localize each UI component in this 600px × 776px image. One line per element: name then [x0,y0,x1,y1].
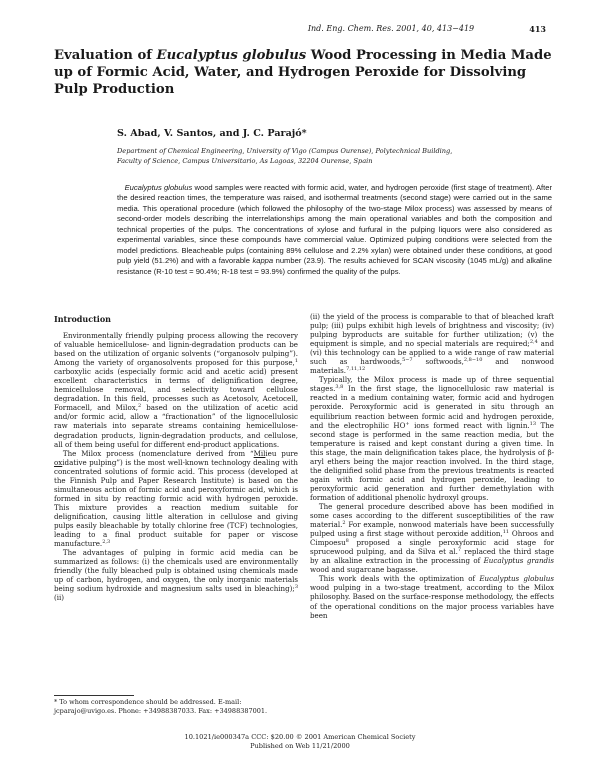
paragraph: This work deals with the optimization of Eucalyptus globulus wood pulping in a two-stage treatment, according to the Milox philosophy. Based on the surface-response methodology, the effects of the operational conditions on the major process variables have been [310,574,555,620]
body-column-left [54,331,298,602]
author-list: S. Abad, V. Santos, and J. C. Parajó* [117,128,307,139]
publication-date: Published on Web 11/21/2000 [250,742,350,750]
page-number: 413 [529,24,546,34]
body-column-right [310,312,554,620]
paragraph: The general procedure described above has been modified in some cases according to the different susceptibilities of the raw material.$^2$ For example, nonwood materials have been successfully pulped using a first stage without peroxide addition,$^{11}$ Ohroos and Cimpoesu$^8$ proposed a single peroxyformic acid stage for sprucewood pulping, and da Silva et al.$^7$ replaced the third stage by an alkaline extraction in the processing of Eucalyptus grandis wood and sugarcane bagasse. [310,501,555,575]
paragraph: Typically, the Milox process is made up of three sequential stages.$^{3,8}$ In the first stage, the lignocellulosic raw material is reacted in a medium containing water, formic acid and hydrogen peroxide. Peroxyformic acid is generated in situ through an equilibrium reaction between formic acid and hydrogen peroxide, and the electrophilic HO+ ions formed react with lignin.$^{13}$ The second stage is performed in the same reaction media, but the temperature is raised and kept constant during a given time. In this stage, the main delignification takes place, the hydrolysis of β-aryl ethers being the major reaction involved. In the third stage, the delignified solid phase from the previous treatments is reacted again with formic acid and hydrogen peroxide, leading to peroxyformic acid generation and further demethylation with formation of additional phenolic hydroxyl groups. [310,375,554,502]
paragraph-continued-marker: (ii) [54,593,65,603]
paragraph: The Milox process (nomenclature derived from “Milieu pure oxidative pulping”) is the most well-known technology dealing with concentrated solutions of formic acid. This process (developed at the Finnish Pulp and Paper Research Institute) is based on the simultaneous action of formic acid and peroxyformic acid, which is formed in situ by reacting formic acid with hydrogen peroxide. This mixture provides a reaction medium suitable for delignification, causing little alteration in cellulose and giving pulps easily bleachable by totally chlorine free (TCF) technologies, leading to a final product suitable for paper or viscose manufacture.$^{2,3}$ [54,448,298,549]
doi-copyright-line: 10.1021/ie000347a CCC: $20.00 © 2001 American Chemical Society [184,733,416,741]
running-header: Ind. Eng. Chem. Res. 2001, 40, 413−419 [307,24,475,33]
section-heading-introduction: Introduction [54,314,111,324]
title-species: Eucalyptus globulus [156,48,307,63]
affiliation: Department of Chemical Engineering, University of Vigo (Campus Ourense), Polytechnical Building, Faculty of Science, Campus Universitario, As Lagoas, 32204 Ourense, Spain [117,147,453,165]
correspondence-footnote: * To whom correspondence should be addressed. E-mail: jcparajo@uvigo.es. Phone: +34988387033. Fax: +34988387001. [54,698,268,715]
paragraph: The advantages of pulping in formic acid media can be summarized as follows: (i) the chemicals used are environmentally friendly (the fully bleached pulp is obtained using chemicals made up of carbon, hydrogen, and oxygen, the only inorganic materials being sodium hydroxide and magnesium salts used in bleaching);$^3$ (ii) [54,548,298,603]
paragraph: Environmentally friendly pulping process allowing the recovery of valuable hemicellulose- and lignin-degradation products can be based on the utilization of organic solvents (“organosolv pulping”). Among the variety of organosolvents proposed for this purpose,$^1$ carboxylic acids (especially formic acid and acetic acid) present excellent characteristics in terms of delignification degree, hemicellulose removal, and selectivity toward cellulose degradation. In this field, processes such as Acetosolv, Acetocell, Formacell, and Milox,$^2$ based on the utilization of acetic acid and/or formic acid, allow a “fractionation” of the lignocellulosic raw materials into separate streams containing hemicellulose-degradation products, lignin-degradation products, and cellulose, all of them being useful for different end-product applications. [54,331,298,449]
paragraph: (ii) the yield of the process is comparable to that of bleached kraft pulp; (iii) pulps exhibit high levels of brightness and viscosity; (iv) pulping byproducts are suitable for further utilization; (v) the equipment is simple, and no special materials are required;$^{2,4}$ and (vi) this technology can be applied to a wide range of raw material such as hardwoods,$^{5-7}$ softwoods,$^{2,8-10}$ and nonwood materials.$^{7,11,12}$ [310,312,554,376]
abstract: Eucalyptus globulus wood samples were reacted with formic acid, water, and hydrogen peroxide (first stage of treatment). After the desired reaction times, the temperature was raised, and isothermal treatments (second stage) were carried out in the same media. This operational procedure (which followed the philosophy of the two-stage Milox process) was assessed by means of second-order models describing the interrelationships among the main operational variables and both the composition and technical properties of the pulps. The concentrations of xylose and furfural in the pulping liquors were also considered as experimental variables, since these compounds have commercial value. Optimized pulping conditions were selected from the model predictions. Bleacheable pulps (containing 89% cellulose and 2.2% xylan) were obtained under these conditions, at good pulp yield (51.2%) and with a favorable kappa number (23.9). The results achieved for SCAN viscosity (1045 mL/g) and alkaline resistance (R-10 test = 90.4%; R-18 test = 93.9%) confirmed the quality of the pulps. [117,183,553,276]
footnote-divider [54,695,134,696]
article-title: Evaluation of Eucalyptus globulus Wood Processing in Media Made up of Formic Acid, Water, and Hydrogen Peroxide for Dissolving Pulp Production [54,48,552,97]
